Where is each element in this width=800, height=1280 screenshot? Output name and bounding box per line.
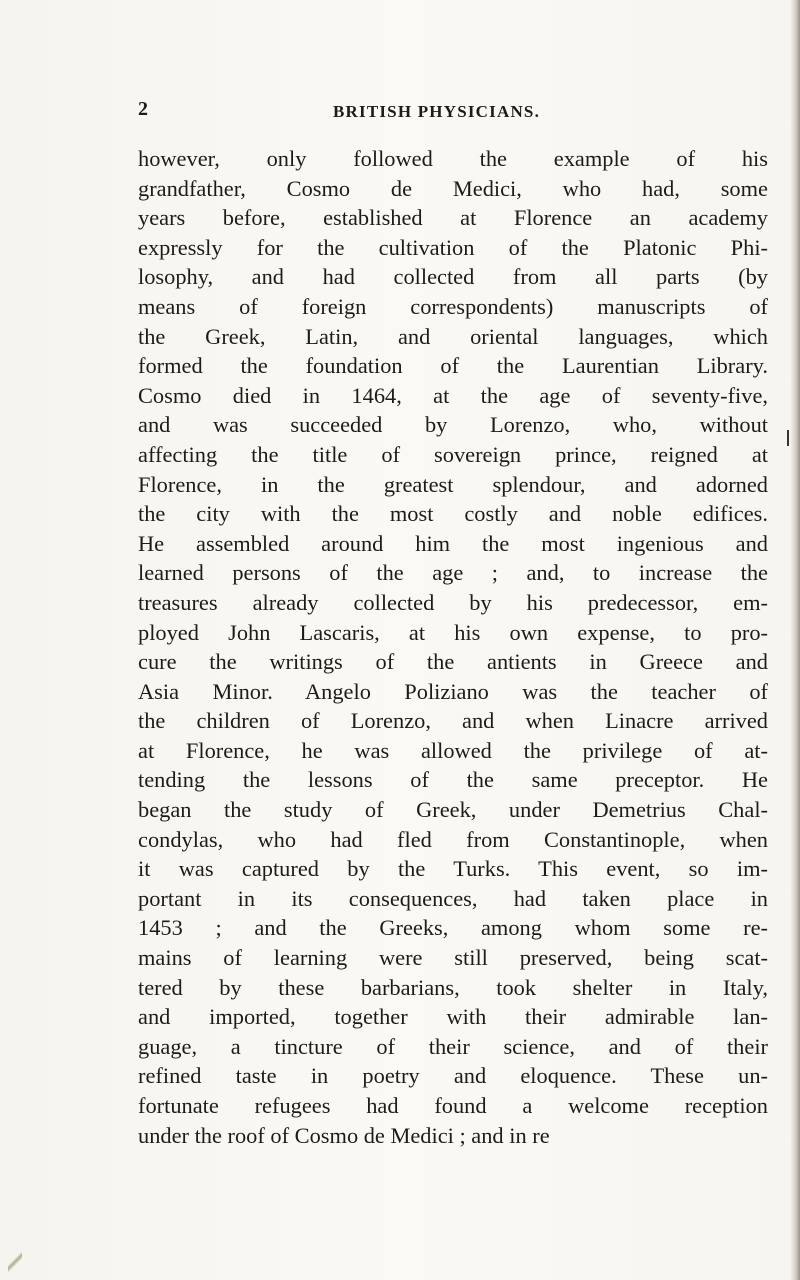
text-line: grandfather, Cosmo de Medici, who had, some [138,175,768,201]
text-line: tending the lessons of the same preceptor. He [138,767,768,793]
text-line: treasures already collected by his predecessor, em- [138,589,768,615]
text-line: means of foreign correspondents) manuscripts of [138,293,768,319]
corner-smudge [8,1248,22,1276]
text-line: expressly for the cultivation of the Platonic Phi- [138,234,768,260]
text-line: it was captured by the Turks. This event, so im- [138,856,768,882]
text-line: portant in its consequences, had taken place in [138,885,768,911]
text-line: refined taste in poetry and eloquence. These un- [138,1063,768,1089]
text-line: cure the writings of the antients in Greece and [138,649,768,675]
text-line: mains of learning were still preserved, being scat- [138,945,768,971]
text-line: the children of Lorenzo, and when Linacre arrived [138,708,768,734]
text-line: and imported, together with their admirable lan- [138,1004,768,1030]
text-line: 1453 ; and the Greeks, among whom some re- [138,915,768,941]
running-head [138,98,758,124]
text-line: tered by these barbarians, took shelter in Italy, [138,974,768,1000]
text-line: Asia Minor. Angelo Poliziano was the teacher of [138,678,768,704]
margin-mark [787,430,789,446]
text-line: Florence, in the greatest splendour, and adorned [138,471,768,497]
text-line: however, only followed the example of his [138,146,768,171]
text-line: the Greek, Latin, and oriental languages, which [138,323,768,349]
text-line: condylas, who had fled from Constantinople, when [138,826,768,852]
text-line: years before, established at Florence an academy [138,205,768,231]
text-line: losophy, and had collected from all parts (by [138,264,768,290]
page-number: 2 [138,98,148,120]
text-line: began the study of Greek, under Demetrius Chal- [138,797,768,823]
text-line: learned persons of the age ; and, to increase the [138,560,768,586]
text-line: Cosmo died in 1464, at the age of seventy-five, [138,382,768,408]
running-head-title: BRITISH PHYSICIANS. [333,102,541,121]
text-line: formed the foundation of the Laurentian Library. [138,353,768,379]
text-line: guage, a tincture of their science, and of their [138,1033,768,1059]
text-line: He assembled around him the most ingenious and [138,530,768,556]
text-line: fortunate refugees had found a welcome reception [138,1093,768,1118]
text-line: affecting the title of sovereign prince, reigned at [138,441,768,467]
text-line: at Florence, he was allowed the privilege of at- [138,737,768,763]
page-edge-shadow [790,0,800,1280]
text-line: under the roof of Cosmo de Medici ; and in re [138,1122,550,1148]
text-line: the city with the most costly and noble edifices. [138,501,768,527]
text-line: and was succeeded by Lorenzo, who, without [138,412,768,438]
text-line: ployed John Lascaris, at his own expense, to pro- [138,619,768,645]
body-text [138,144,768,1150]
